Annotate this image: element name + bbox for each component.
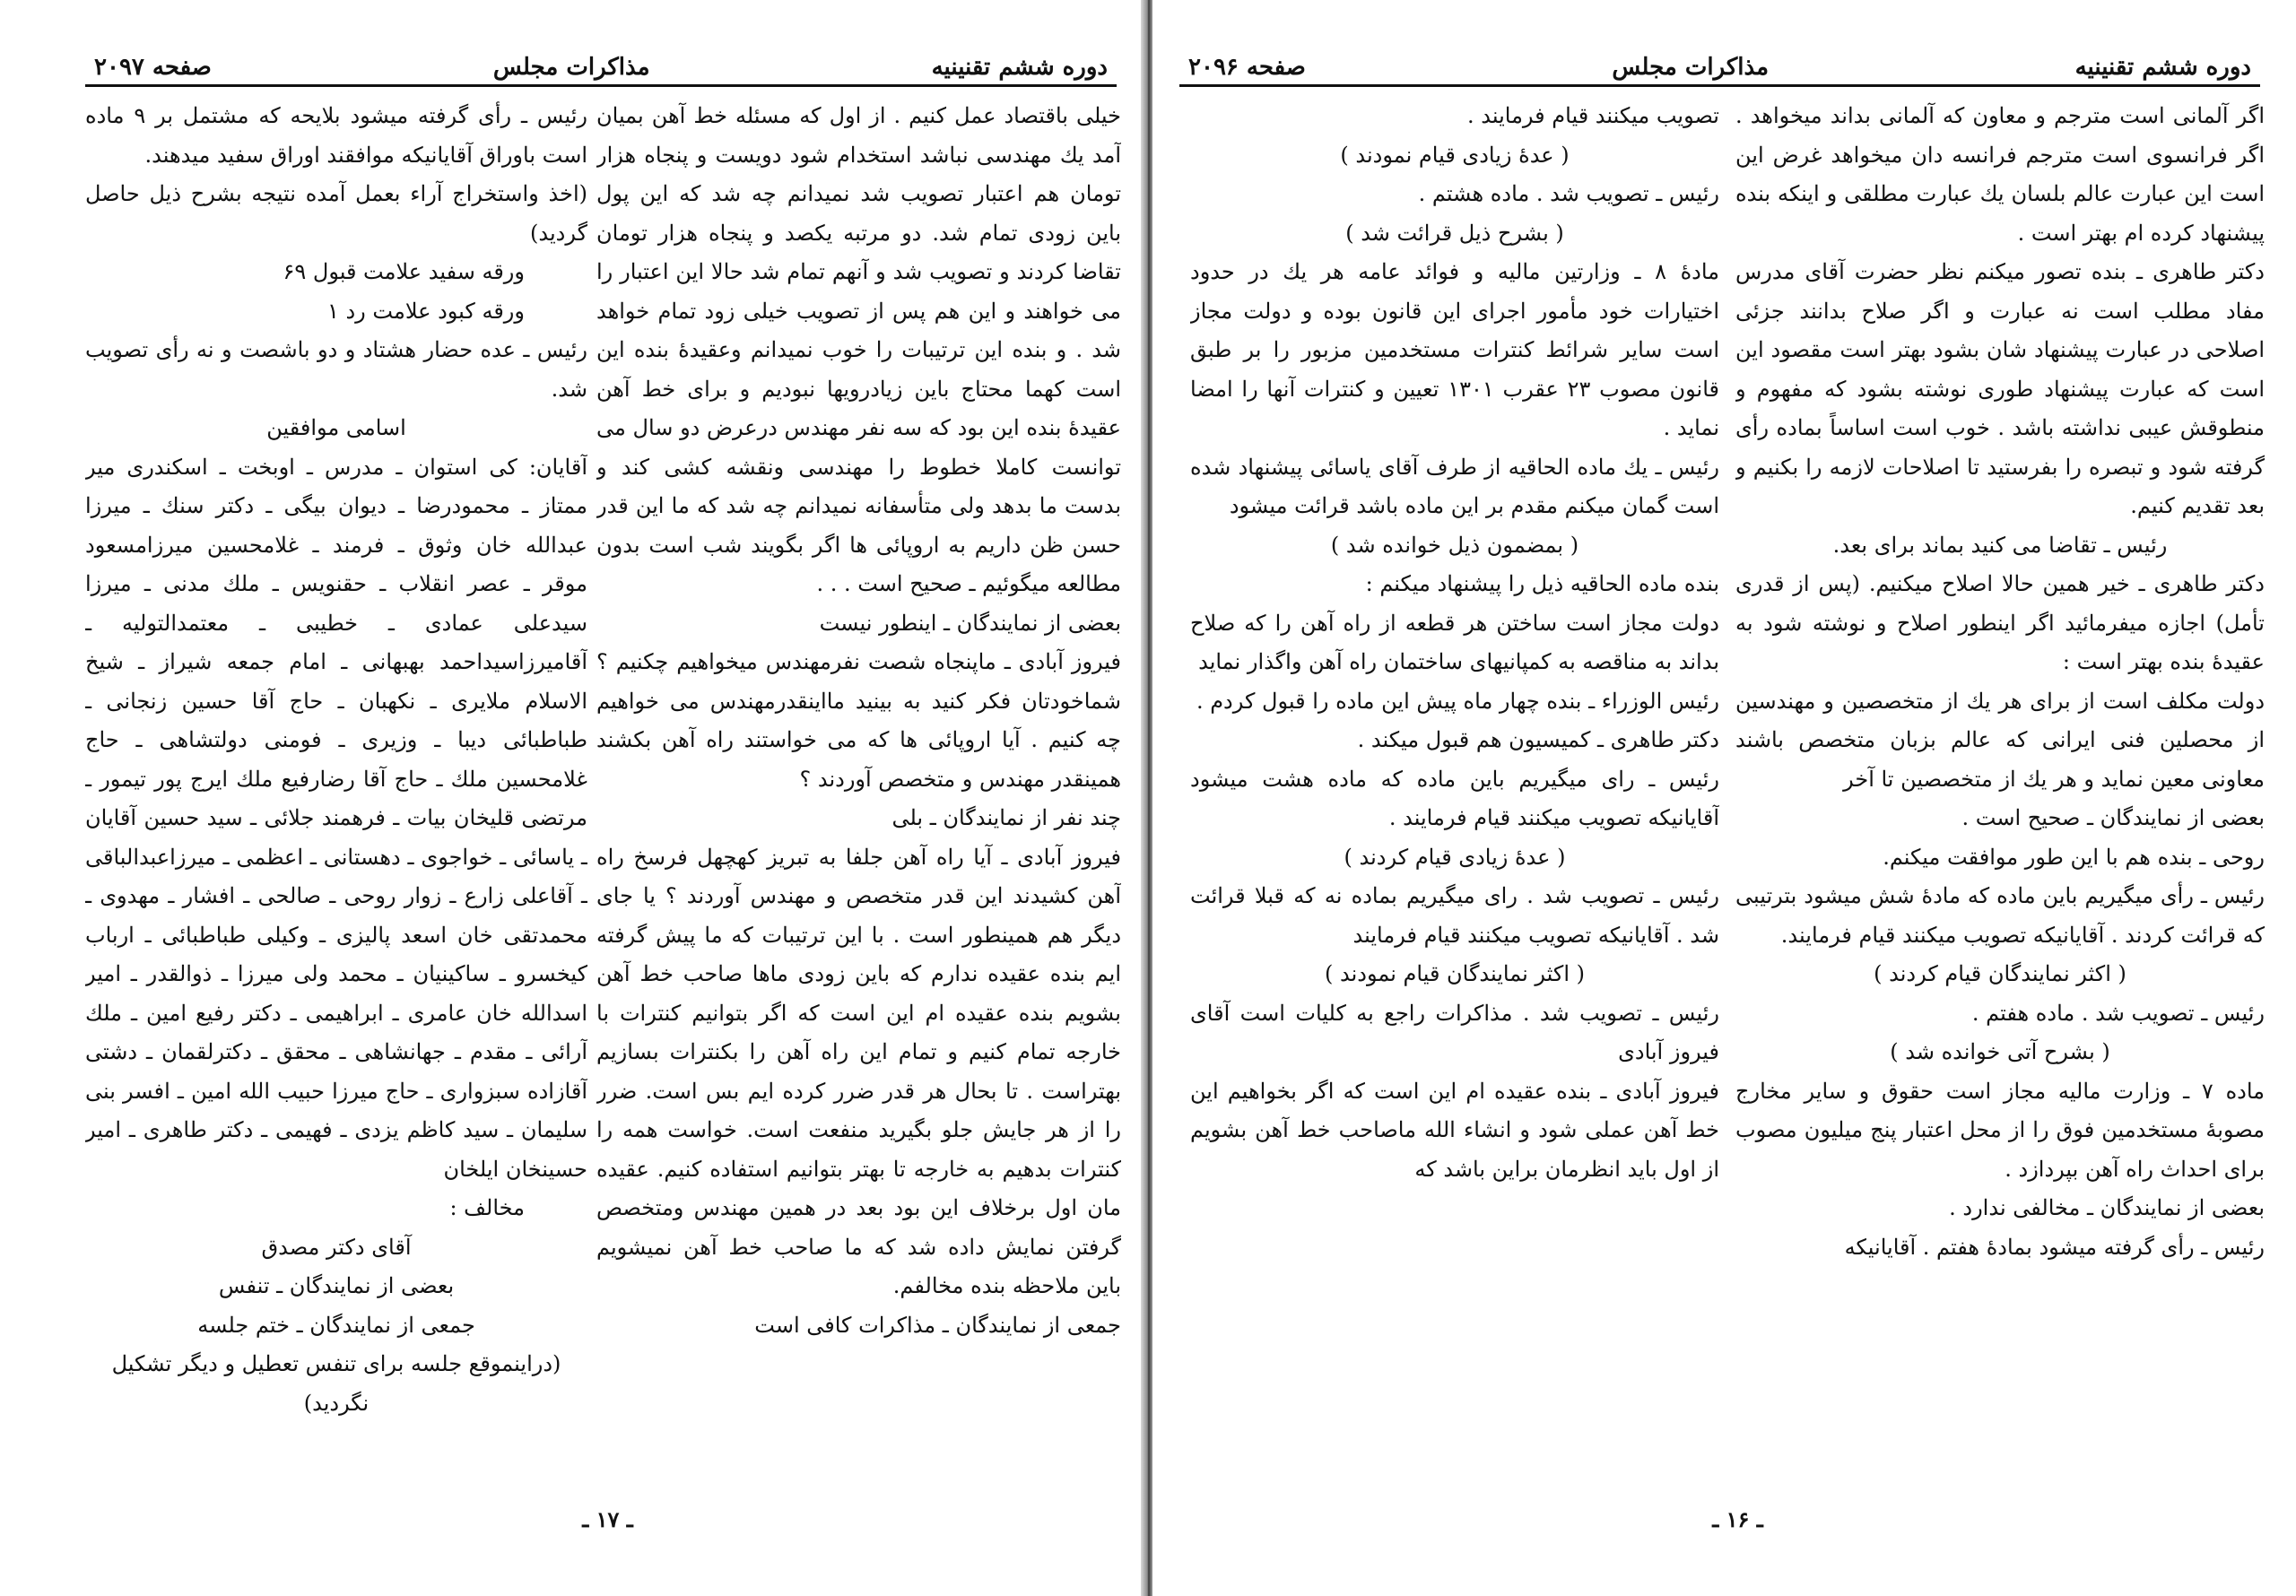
header-page-number: صفحه ۲۰۹۷ bbox=[94, 54, 212, 81]
paragraph: ( بشرح ذیل قرائت شد ) bbox=[1345, 220, 1564, 246]
header-page-number: صفحه ۲۰۹۶ bbox=[1188, 54, 1306, 81]
paragraph: دکتر طاهری ـ بنده تصور میکنم نظر حضرت آقای مدرس مفاد مطلب است نه عبارت و اگر صلاح بدانند جزئی اصلاحی در عبارت پیشنهاد شان بشود بهتر است مقصود این است که عبارت پیشنهاد طوری نوشته بشود که مفهوم و منطوقش عیبی نداشته باشد . خوب است اساساً بماده رأی گرفته شود و تبصره را بفرستید تا اصلاحات لازمه را بکنیم و بعد تقدیم کنیم. bbox=[1735, 259, 2265, 518]
paragraph: دولت مکلف است از برای هر یك از متخصصین و مهندسین از محصلین فنی ایرانی که عالم بزبان متخصص باشند معاونی معین نماید و هر یك از متخصصین تا آخر bbox=[1735, 688, 2265, 792]
paragraph: دکتر طاهری ـ خیر همین حالا اصلاح میکنیم. (پس از قدری تأمل) اجازه میفرمائید اگر اینطور اصلاح و نوشته شود به عقیدهٔ بنده بهتر است : bbox=[1735, 571, 2265, 674]
paragraph: رئیس ـ رای میگیریم باین ماده که ماده هشت میشود آقایانیکه تصویب میکنند قیام فرمایند . bbox=[1190, 766, 1719, 830]
paragraph: رئیس ـ تصویب شد . مذاکرات راجع به کلیات است آقای فیروز آبادی bbox=[1190, 1000, 1719, 1064]
paragraph: فیروز آبادی ـ بنده عقیده ام این است که اگر بخواهیم این خط آهن عملی شود و انشاء الله ماصاحب خط آهن بشویم از اول باید انظرمان براین باشد که bbox=[1190, 1078, 1719, 1182]
paragraph: آقای دکتر مصدق bbox=[261, 1234, 412, 1260]
paragraph: بعضی از نمایندگان ـ تنفس bbox=[218, 1273, 455, 1298]
text-column-right bbox=[1735, 97, 2265, 1496]
header-title: مذاکرات مجلس bbox=[492, 54, 650, 81]
text-column-left bbox=[1190, 97, 1719, 1496]
text-column-left bbox=[85, 97, 587, 1496]
paragraph: رئیس ـ تقاضا می کنید بماند برای بعد. bbox=[1832, 532, 2168, 558]
paragraph: (دراینموقع جلسه برای تنفس تعطیل و دیگر تشکیل نگردید) bbox=[111, 1351, 561, 1416]
paragraph: خیلی باقتصاد عمل کنیم . از اول که مسئله خط آهن بمیان آمد یك مهندسی نباشد استخدام شود دویست و پنجاه هزار تومان هم اعتبار تصویب شد نمیدانم چه شد که این پول باین زودی تمام شد. دو مرتبه یکصد و پنجاه هزار تومان تقاضا کردند و تصویب شد و آنهم تمام شد حالا این اعتبار را می خواهند و این هم پس از تصویب خیلی زود تمام خواهد شد . و بنده این ترتیبات را خوب نمیدانم وعقیدهٔ بنده این است کهما محتاج باین زیادرویها نبودیم و برای خط آهن عقیدهٔ بنده این بود که سه نفر مهندس درعرض دو سال می توانست کاملا خطوط را مهندسی ونقشه کشی کند و بدست ما بدهد ولی متأسفانه نمیدانم چه شد که ما این قدر حسن ظن داریم به اروپائی ها اگر بگویند شب است بدون مطالعه میگوئیم ـ صحیح است . . . bbox=[596, 103, 1121, 596]
paragraph: رئیس ـ عده حضار هشتاد و دو باشصت و نه رأی تصویب شد. bbox=[85, 337, 587, 402]
left-page bbox=[0, 0, 1144, 1596]
paragraph: ماده ۷ ـ وزارت مالیه مجاز است حقوق و سایر مخارج مصوبهٔ مستخدمین فوق را از محل اعتبار پنج میلیون مصوب برای احداث راه آهن بپردازد . bbox=[1735, 1078, 2265, 1182]
paragraph: رئیس ـ رأی میگیریم باین ماده که مادهٔ شش میشود بترتیبی که قرائت کردند . آقایانیکه تصویب میکنند قیام فرمایند. bbox=[1735, 883, 2265, 948]
paragraph: فیروز آبادی ـ ماپنجاه شصت نفرمهندس میخواهیم چکنیم ؟ شماخودتان فکر کنید به بینید مااینقدرمهندس می خواهیم چه کنیم . آیا اروپائی ها که می خواستند راه آهن بکشند همینقدر مهندس و متخصص آوردند ؟ bbox=[596, 649, 1121, 792]
paragraph: (اخذ واستخراج آراء بعمل آمده نتیجه بشرح ذیل حاصل گردید) bbox=[85, 181, 587, 246]
paragraph: مادهٔ ۸ ـ وزارتین مالیه و فوائد عامه هر یك در حدود اختیارات خود مأمور اجرای این قانون بوده و دولت مجاز است سایر شرائط کنترات مستخدمین مزبور را بر طبق قانون مصوب ۲۳ عقرب ۱۳۰۱ تعیین و کنترات آنها را امضا نماید . bbox=[1190, 259, 1719, 440]
paragraph: اگر آلمانی است مترجم و معاون که آلمانی بداند میخواهد . اگر فرانسوی است مترجم فرانسه دان میخواهد غرض این است این عبارت عالم بلسان یك عبارت مطلقی و اینکه بنده پیشنهاد کرده ام بهتر است . bbox=[1735, 103, 2265, 246]
text-column-right bbox=[596, 97, 1121, 1496]
page-header bbox=[85, 47, 1117, 87]
section-heading: اسامی موافقین bbox=[266, 415, 406, 440]
header-period: دوره ششم تقنینیه bbox=[931, 54, 1108, 81]
section-heading: مخالف : bbox=[449, 1195, 525, 1220]
paragraph: رئیس ـ یك ماده الحاقیه از طرف آقای یاسائی پیشنهاد شده است گمان میکنم مقدم بر این ماده باشد قرائت میشود bbox=[1190, 454, 1719, 518]
paragraph: بعضی از نمایندگان ـ مخالفی ندارد . bbox=[1949, 1195, 2265, 1220]
paragraph: تصویب میکنند قیام فرمایند . bbox=[1466, 103, 1719, 128]
paragraph: روحی ـ بنده هم با این طور موافقت میکنم. bbox=[1883, 844, 2265, 870]
vote-result: ورقه کبود علامت رد ۱ bbox=[326, 298, 525, 324]
paragraph: ( بشرح آتی خوانده شد ) bbox=[1890, 1039, 2110, 1064]
paragraph: ( اکثر نمایندگان قیام کردند ) bbox=[1874, 961, 2126, 986]
paragraph: ( عدهٔ زیادی قیام نمودند ) bbox=[1340, 142, 1570, 168]
page-footer-number: ـ ۱۶ ـ bbox=[1712, 1506, 1763, 1532]
paragraph: فیروز آبادی ـ آیا راه آهن جلفا به تبریز کهچهل فرسخ راه آهن کشیدند این قدر متخصص و مهندس آوردند ؟ یا جای دیگر هم همینطور است . با این ترتیبات که ما پیش گرفته ایم بنده عقیده ندارم که باین زودی ماها صاحب خط آهن بشویم بنده عقیده ام این است که اگر بتوانیم کنترات با خارجه تمام کنیم و تمام این راه آهن را بکنترات بسازیم بهتراست . تا بحال هر قدر ضرر کرده ایم بس است. ضرر را از هر جایش جلو بگیرید منفعت است. خواست همه را کنترات بدهیم به خارجه تا بهتر بتوانیم استفاده کنیم. عقیده مان اول برخلاف این بود بعد در همین مهندس ومتخصص گرفتن نمایش داده شد که ما صاحب خط آهن نمیشویم باین ملاحظه بنده مخالفم. bbox=[596, 844, 1121, 1298]
header-period: دوره ششم تقنینیه bbox=[2074, 54, 2251, 81]
paragraph: بنده ماده الحاقیه ذیل را پیشنهاد میکنم : bbox=[1365, 571, 1719, 596]
paragraph: ( اکثر نمایندگان قیام نمودند ) bbox=[1324, 961, 1585, 986]
paragraph: رئیس ـ رأی گرفته میشود بمادهٔ هفتم . آقایانیکه bbox=[1844, 1234, 2265, 1260]
paragraph: دولت مجاز است ساختن هر قطعه از راه آهن را که صلاح بداند به مناقصه به کمپانیهای ساختمان راه آهن واگذار نماید bbox=[1190, 610, 1719, 674]
paragraph: دکتر طاهری ـ کمیسیون هم قبول میکند . bbox=[1357, 727, 1719, 752]
paragraph: رئیس ـ تصویب شد . ماده هفتم . bbox=[1971, 1000, 2265, 1026]
paragraph: رئیس ـ رأی گرفته میشود بلایحه که مشتمل بر ۹ ماده است باوراق آقایانیکه موافقند اوراق سفید میدهند. bbox=[85, 103, 587, 168]
paragraph: جمعی از نمایندگان ـ مذاکرات کافی است bbox=[754, 1312, 1121, 1338]
paragraph: جمعی از نمایندگان ـ ختم جلسه bbox=[197, 1312, 475, 1338]
page-footer-number: ـ ۱۷ ـ bbox=[582, 1506, 633, 1532]
paragraph: رئیس الوزراء ـ بنده چهار ماه پیش این ماده را قبول کردم . bbox=[1196, 688, 1719, 714]
right-page bbox=[1152, 0, 2296, 1596]
vote-result: ورقه سفید علامت قبول ۶۹ bbox=[283, 259, 525, 284]
paragraph: رئیس ـ تصویب شد . رای میگیریم بماده نه که قبلا قرائت شد . آقایانیکه تصویب میکنند قیام فرمایند bbox=[1190, 883, 1719, 948]
paragraph: ( عدهٔ زیادی قیام کردند ) bbox=[1344, 844, 1566, 870]
header-title: مذاکرات مجلس bbox=[1612, 54, 1770, 81]
paragraph: ( بمضمون ذیل خوانده شد ) bbox=[1330, 532, 1579, 558]
paragraph: رئیس ـ تصویب شد . ماده هشتم . bbox=[1418, 181, 1719, 206]
paragraph: بعضی از نمایندگان ـ اینطور نیست bbox=[819, 610, 1121, 636]
paragraph: چند نفر از نمایندگان ـ بلی bbox=[891, 805, 1121, 830]
names-list: آقایان: کی استوان ـ مدرس ـ اوبخت ـ اسکندری میر ممتاز ـ محمودرضا ـ دیوان بیگی ـ دکتر سنك ـ میرزا عبدالله خان وثوق ـ فرمند ـ غلامحسین میرزامسعود موقر ـ عصر انقلاب ـ حقنویس ـ ملك مدنی ـ میرزا سیدعلی عمادی ـ خطیبی ـ معتمدالتولیه ـ آقامیرزاسیداحمد بهبهانی ـ امام جمعه شیراز ـ شیخ الاسلام ملایری ـ نکهبان ـ حاج آقا حسین زنجانی ـ طباطبائی دیبا ـ وزیری ـ فومنی دولتشاهی ـ حاج غلامحسین ملك ـ حاج آقا رضارفیع ملك ایرج پور تیمور ـ مرتضی قلیخان بیات ـ فرهمند جلائی ـ سید حسین آقایان ـ یاسائی ـ خواجوی ـ دهستانی ـ اعظمی ـ میرزاعبدالباقی ـ آقاعلی زارع ـ زوار روحی ـ صالحی ـ افشار ـ مهدوی ـ محمدتقی خان اسعد پالیزی ـ وکیلی طباطبائی ـ ارباب کیخسرو ـ ساکینیان ـ محمد ولی میرزا ـ ذوالقدر ـ امیر اسدالله خان عامری ـ ابراهیمی ـ دکتر رفیع امین ـ ملك آرائی ـ مقدم ـ جهانشاهی ـ محقق ـ دکترلقمان ـ دشتی آقازاده سبزواری ـ حاج میرزا حبیب الله امین ـ افسر بنی سلیمان ـ سید کاظم یزدی ـ فهیمی ـ دکتر طاهری ـ امیر حسینخان ایلخان bbox=[85, 454, 587, 1182]
page-header bbox=[1179, 47, 2260, 87]
paragraph: بعضی از نمایندگان ـ صحیح است . bbox=[1961, 805, 2265, 830]
